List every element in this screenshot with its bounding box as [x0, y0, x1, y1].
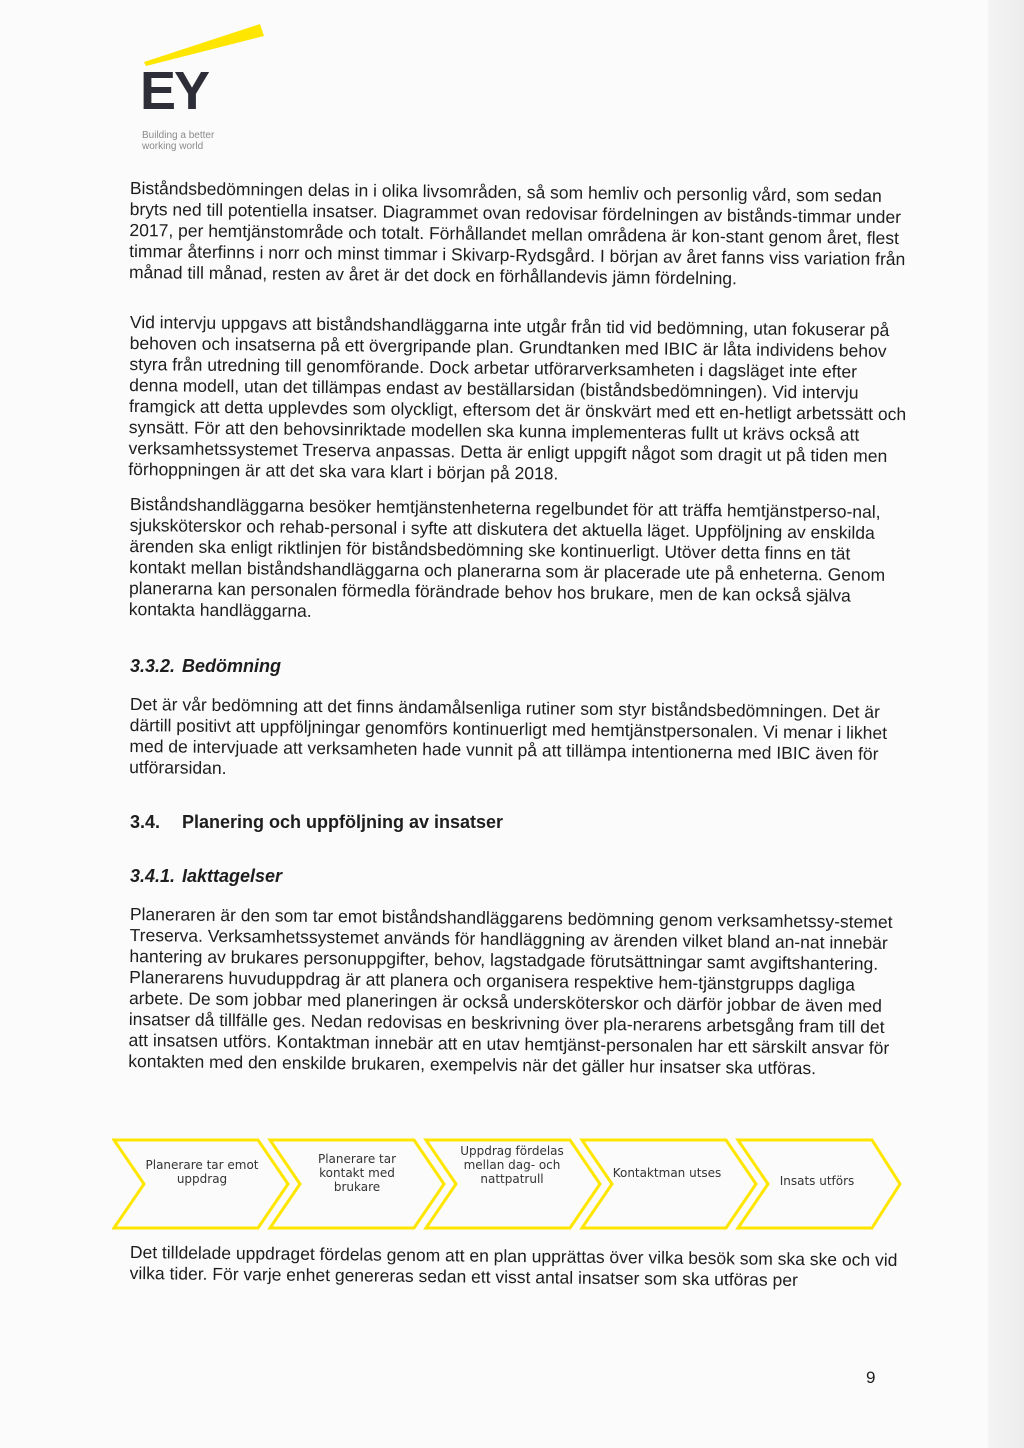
- heading-number: 3.4.1.: [130, 866, 176, 886]
- paragraph-1: Biståndsbedömningen delas in i olika livsområden, så som hemliv och personlig vård, som sedan bryts ned till potentiella insatser. Diagrammet ovan redovisar fördelningen av bistånds-timmar under 2017, per hemtjänstområde och totalt. Förhållandet mellan områdena är kon-stant genom året, flest timmar återfinns i norr och minst timmar i Skivarp-Rydsgård. I början av året fanns viss variation från månad till månad, resten av året är det dock en förhållandevis jämn fördelning.: [128, 178, 906, 289]
- page-edge-shadow: [988, 0, 1024, 1448]
- heading-3-4: [130, 812, 910, 833]
- flow-step-1: Planerare tar emot uppdrag: [145, 1158, 259, 1186]
- paragraph-6: Det tilldelade uppdraget fördelas genom att en plan upprättas över vilka besök som ska ske och vid vilka tider. För varje enhet genereras sedan ett visst antal insatser som ska utföras per: [129, 1242, 898, 1290]
- flow-step-5: Insats utförs: [779, 1174, 855, 1188]
- logo-tagline: [142, 130, 214, 152]
- logo-wordmark: EY: [140, 61, 209, 121]
- process-flow-diagram: [112, 1132, 902, 1232]
- heading-3-3-2: [130, 656, 910, 677]
- page-number: 9: [866, 1368, 876, 1387]
- heading-number: 3.3.2.: [130, 656, 176, 676]
- paragraph-2: Vid intervju uppgavs att biståndshandläggarna inte utgår från tid vid bedömning, utan fokuserar på behoven och insatserna på ett övergripande plan. Grundtanken med IBIC är låta individens behov styra från utredning till genomförande. Dock arbetar utförarverksamheten i dagsläget inte efter denna modell, utan det tillämpas endast av beställarsidan (biståndsbedömningen). Vid intervju framgick att detta upplevdes som olyckligt, eftersom det är önskvärt med ett en-hetligt arbetssätt och synsätt. För att den behovsinriktade modellen ska kunna implementeras fullt ut krävs också att verksamhetssystemet Treserva anpassas. Detta är enligt uppgift något som dragit ut på tiden men förhoppningen är att det ska vara klart i början på 2018.: [128, 312, 907, 484]
- heading-title: Iakttagelser: [182, 866, 283, 886]
- tagline-line-2: working world: [142, 141, 204, 152]
- heading-number: 3.4.: [130, 812, 161, 832]
- heading-title: Bedömning: [182, 656, 281, 676]
- flow-step-4: Kontaktman utses: [612, 1166, 722, 1180]
- heading-title: Planering och uppföljning av insatser: [182, 812, 504, 832]
- flow-step-2: Planerare tar kontakt med brukare: [317, 1152, 397, 1194]
- flow-step-3: Uppdrag fördelas mellan dag- och nattpatrull: [460, 1144, 564, 1186]
- chevron-4: [582, 1140, 756, 1228]
- paragraph-3: Biståndshandläggarna besöker hemtjänstenheterna regelbundet för att träffa hemtjänstperso-nal, sjuksköterskor och rehab-personal i syfte att diskutera det aktuella läget. Uppföljning av enskilda ärenden ska enligt riktlinjen för biståndsbedömning ske kontinuerligt. Utöver detta finns en tät kontakt mellan biståndshandläggarna och planerarna som är placerade ute på enheterna. Genom planerarna kan personalen förmedla förändrade behov hos brukare, men de kan också själva kontakta handläggarna.: [128, 494, 886, 621]
- tagline-line-1: Building a better: [142, 130, 215, 141]
- paragraph-5: Planeraren är den som tar emot biståndshandläggarens bedömning genom verksamhetssy-stemet Treserva. Verksamhetssystemet används för handläggning av ärenden vilket bland an-nat innebär hantering av brukares personuppgifter, behov, lagstadgade förutsättningar samt avgiftshantering. Planerarens huvuduppdrag är att planera och organisera respektive hem-tjänstgrupps dagliga arbete. De som jobbar med planeringen är också undersköterskor och därför jobbar de även med insatser då tillfälle ges. Nedan redovisas en beskrivning över pla-nerarens arbetsgång fram till det att insatsen utförs. Kontaktman innebär att en utav hemtjänst-personalen har ett särskilt ansvar för kontakten med den enskilde brukaren, exempelvis när det gäller hur insatser ska utföras.: [128, 904, 893, 1079]
- paragraph-4: Det är vår bedömning att det finns ändamålsenliga rutiner som styr biståndsbedömningen. Det är därtill positivt att uppföljningar genomförs kontinuerligt med hemtjänstpersonalen. Vi menar i likhet med de intervjuade att verksamheten hade vunnit på att tillämpa intentionerna med IBIC även för utförarsidan.: [129, 694, 888, 779]
- heading-3-4-1: [130, 866, 910, 887]
- ey-logo: [140, 22, 280, 152]
